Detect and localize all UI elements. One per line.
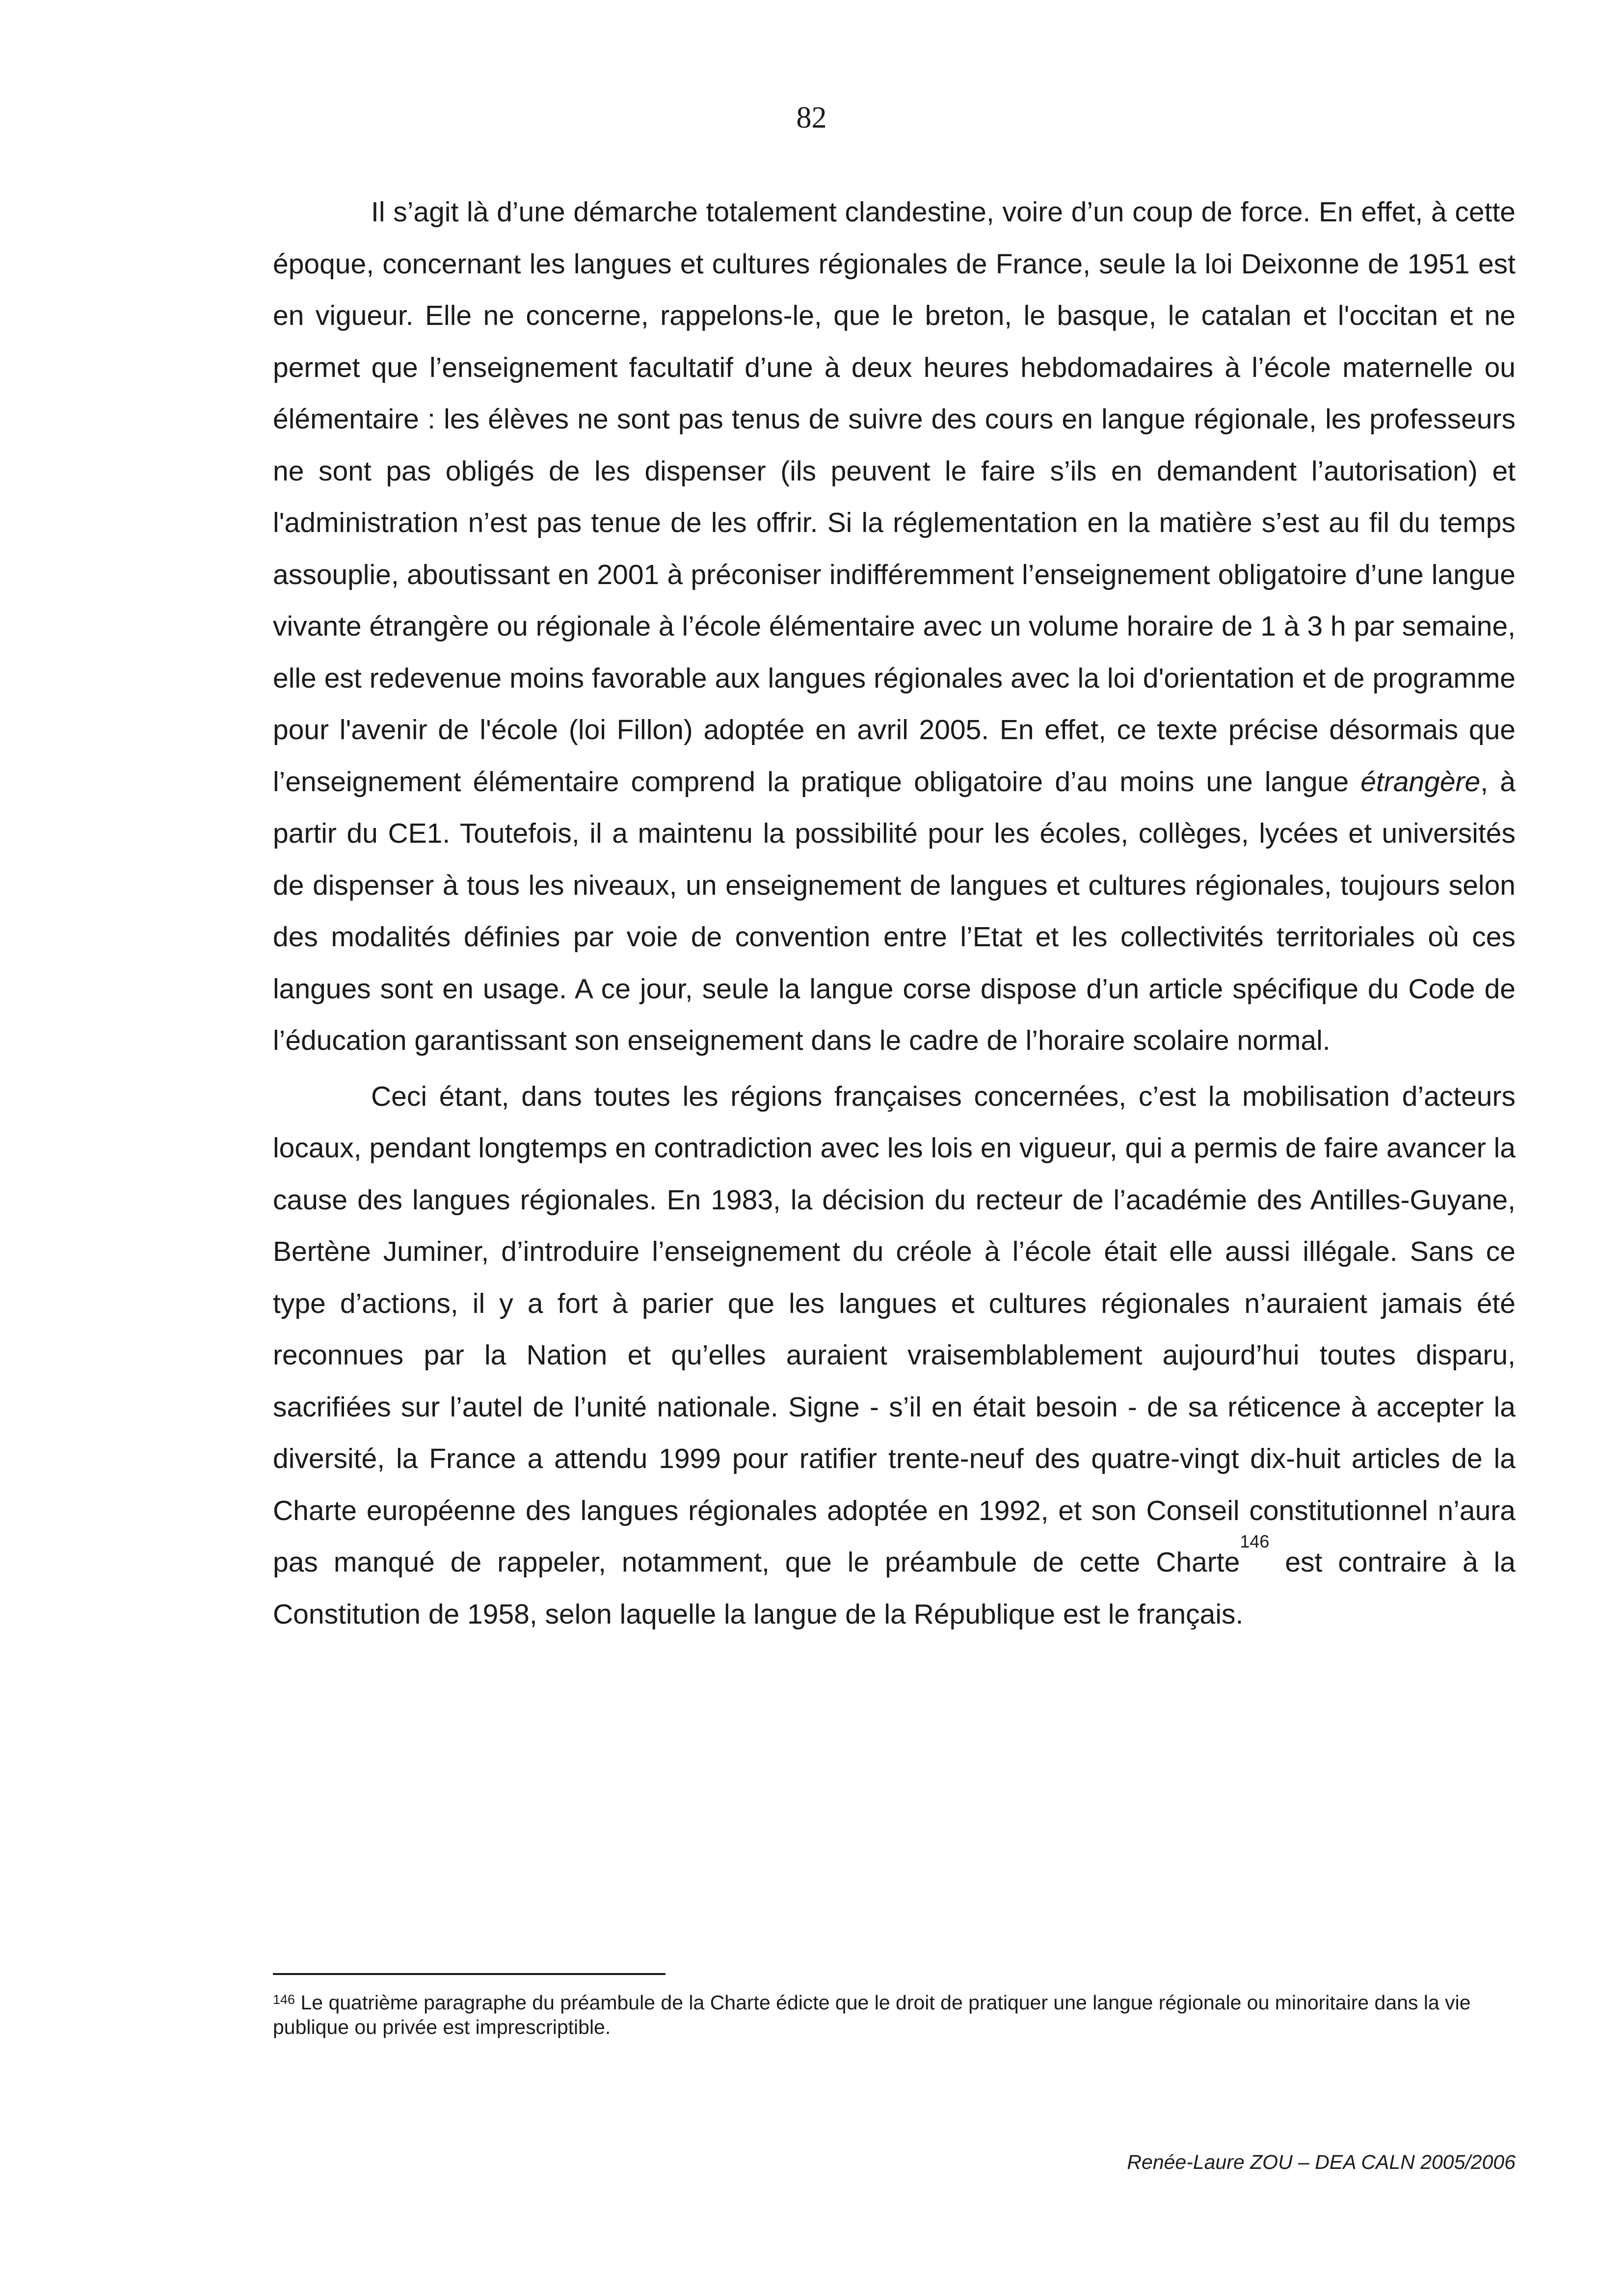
- emphasized-word: étrangère: [1360, 766, 1481, 798]
- footnote: [273, 1990, 1516, 2039]
- paragraph-1: [273, 187, 1516, 1067]
- running-footer: Renée-Laure ZOU – DEA CALN 2005/2006: [1127, 2151, 1516, 2173]
- footnote-separator: [273, 1973, 665, 1975]
- main-text: [273, 187, 1516, 1640]
- footnote-reference[interactable]: 146: [1240, 1531, 1270, 1551]
- page-number: 82: [796, 101, 827, 134]
- paragraph-2: [273, 1071, 1516, 1641]
- paragraph-2-text-a: Ceci étant, dans toutes les régions françaises concernées, c’est la mobilisation d’acteurs locaux, pendant longtemps en contradiction avec les lois en vigueur, qui a permis de faire avancer la cause des langues régionales. En 1983, la décision du recteur de l’académie des Antilles-Guyane, Bertène Juminer, d’introduire l’enseignement du créole à l’école était elle aussi illégale. Sans ce type d’actions, il y a fort à parier que les langues et cultures régionales n’auraient jamais été reconnues par la Nation et qu’elles auraient vraisemblablement aujourd’hui toutes disparu, sacrifiées sur l’autel de l’unité nationale. Signe - s’il en était besoin - de sa réticence à accepter la diversité, la France a attendu 1999 pour ratifier trente-neuf des quatre-vingt dix-huit articles de la Charte européenne des langues régionales adoptée en 1992, et son Conseil constitutionnel n’aura pas manqué de rappeler, notamment, que le préambule de cette Charte: [273, 1080, 1516, 1578]
- footnote-number: 146: [273, 1992, 295, 2007]
- paragraph-1-text-b: , à partir du CE1. Toutefois, il a maintenu la possibilité pour les écoles, collèges, lycées et universités de dispenser à tous les niveaux, un enseignement de langues et cultures régionales, toujours selon des modalités définies par voie de convention entre l’Etat et les collectivités territoriales où ces langues sont en usage. A ce jour, seule la langue corse dispose d’un article spécifique du Code de l’éducation garantissant son enseignement dans le cadre de l’horaire scolaire normal.: [273, 766, 1516, 1056]
- paragraph-1-text-a: Il s’agit là d’une démarche totalement clandestine, voire d’un coup de force. En effet, à cette époque, concernant les langues et cultures régionales de France, seule la loi Deixonne de 1951 est en vigueur. Elle ne concerne, rappelons-le, que le breton, le basque, le catalan et l'occitan et ne permet que l’enseignement facultatif d’une à deux heures hebdomadaires à l’école maternelle ou élémentaire : les élèves ne sont pas tenus de suivre des cours en langue régionale, les professeurs ne sont pas obligés de les dispenser (ils peuvent le faire s’ils en demandent l’autorisation) et l'administration n’est pas tenue de les offrir. Si la réglementation en la matière s’est au fil du temps assouplie, aboutissant en 2001 à préconiser indifféremment l’enseignement obligatoire d’une langue vivante étrangère ou régionale à l’école élémentaire avec un volume horaire de 1 à 3 h par semaine, elle est redevenue moins favorable aux langues régionales avec la loi d'orientation et de programme pour l'avenir de l'école (loi Fillon) adoptée en avril 2005. En effet, ce texte précise désormais que l’enseignement élémentaire comprend la pratique obligatoire d’au moins une langue: [273, 196, 1516, 798]
- paragraph-2-text-b: est contraire à la Constitution de 1958, selon laquelle la langue de la République est le français.: [273, 1547, 1516, 1630]
- footnote-text: Le quatrième paragraphe du préambule de la Charte édicte que le droit de pratiquer une langue régionale ou minoritaire dans la vie publique ou privée est imprescriptible.: [273, 1991, 1471, 2038]
